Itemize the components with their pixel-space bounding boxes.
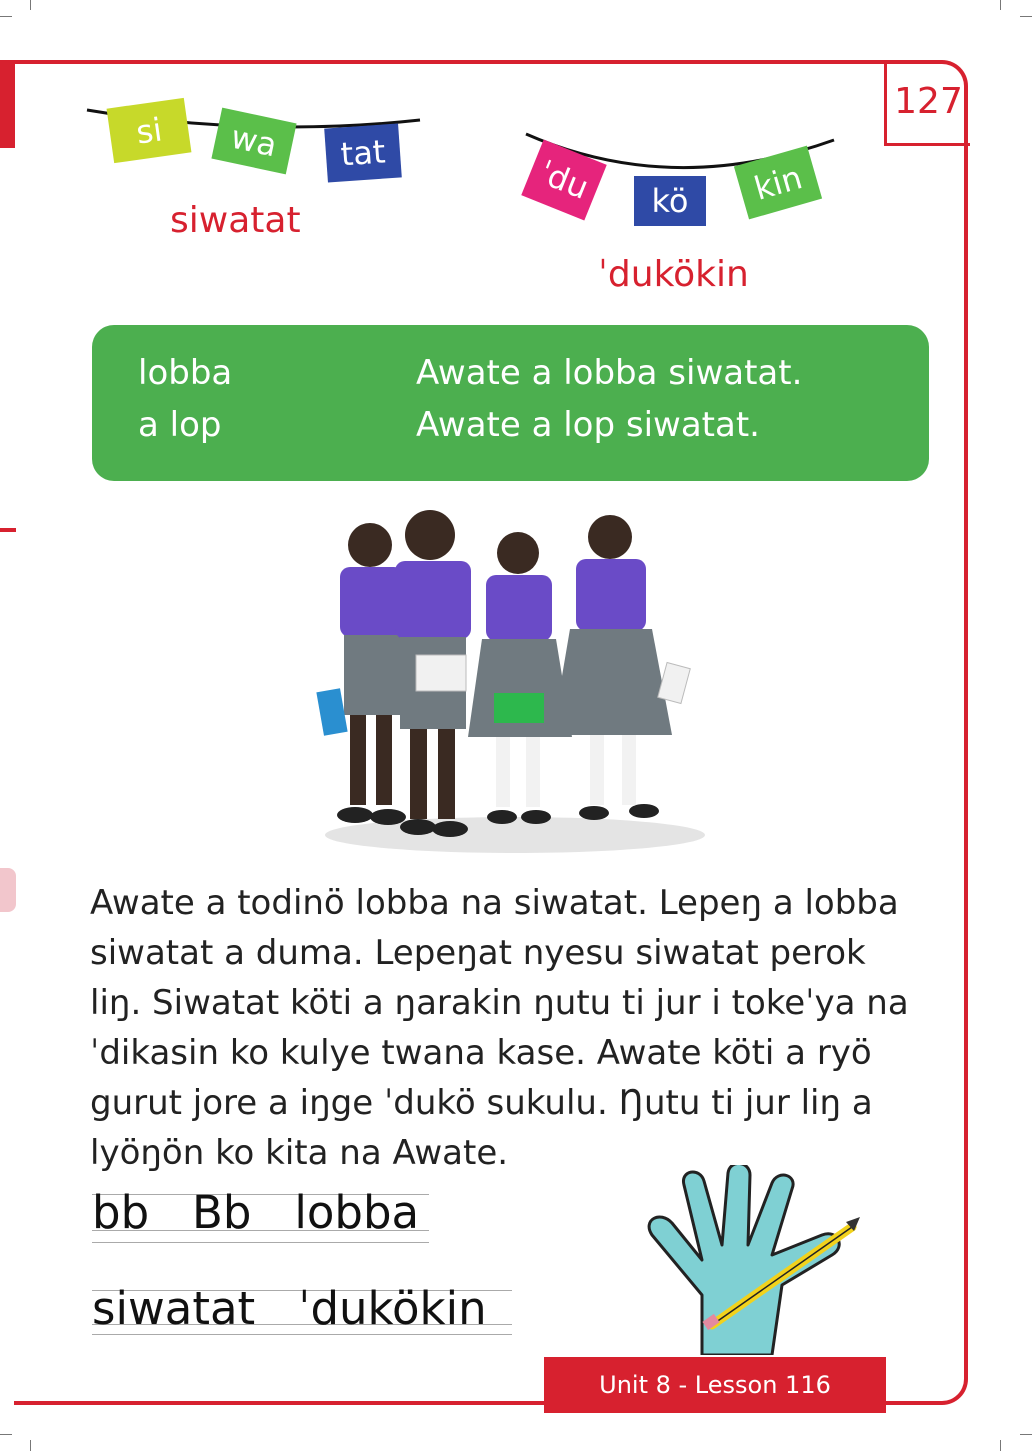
flag-syllable: [324, 123, 402, 182]
crop-mark: [1020, 16, 1032, 17]
crop-mark: [30, 1440, 31, 1451]
bunting-word-left: siwatat: [170, 200, 301, 241]
lesson-footer: [544, 1357, 886, 1413]
crop-mark: [1000, 1440, 1001, 1451]
story-line: Awate a todinö lobba na siwatat. Lepeŋ a lobba: [90, 883, 899, 923]
student-figure: [552, 515, 690, 820]
student-figure: [316, 523, 406, 825]
syllable-text: tat: [339, 132, 387, 174]
student-figure: [468, 532, 572, 824]
practice-line-2: siwatat ˈdukökin: [92, 1282, 487, 1335]
crop-mark: [0, 1434, 12, 1435]
vocab-sentence: Awate a lobba siwatat.: [416, 353, 803, 393]
syllable-text: wa: [227, 117, 281, 165]
crop-mark: [0, 16, 12, 17]
left-edge-tick: [0, 528, 16, 532]
student-figure: [395, 510, 471, 837]
hand-with-pencil-icon: [632, 1165, 872, 1355]
left-edge-marker: [0, 868, 16, 912]
syllable-text: kö: [651, 182, 689, 220]
practice-line-1: bb Bb lobba: [92, 1186, 420, 1239]
syllable-text: ˈdu: [533, 153, 595, 207]
story-paragraph: [90, 878, 920, 1178]
lesson-label: Unit 8 - Lesson 116: [599, 1371, 831, 1399]
bunting-word-right: ˈdukökin: [598, 254, 749, 295]
flag-syllable: [107, 98, 192, 163]
story-line: gurut jore a iŋge ˈdukö sukulu. Ŋutu ti jur liŋ a: [90, 1083, 873, 1123]
vocabulary-box: [92, 325, 929, 481]
flag-syllable: [634, 176, 706, 226]
left-edge-tab: [0, 60, 15, 148]
page-number-box: [884, 60, 970, 146]
crop-mark: [1020, 1434, 1032, 1435]
page-number: 127: [894, 81, 963, 122]
vocab-word: lobba: [138, 353, 233, 393]
vocab-sentence: Awate a lop siwatat.: [416, 405, 760, 445]
story-line: ˈdikasin ko kulye twana kase. Awate köti a ryö: [90, 1033, 872, 1073]
story-line: liŋ. Siwatat köti a ŋarakin ŋutu ti jur i tokeˈya na: [90, 983, 909, 1023]
story-line: lyöŋön ko kita na Awate.: [90, 1133, 509, 1173]
story-line: siwatat a duma. Lepeŋat nyesu siwatat perok: [90, 933, 866, 973]
crop-mark: [1000, 0, 1001, 10]
students-illustration: [310, 505, 720, 865]
crop-mark: [30, 0, 31, 10]
syllable-text: si: [133, 109, 165, 152]
vocab-word: a lop: [138, 405, 222, 445]
syllable-text: kin: [749, 157, 807, 208]
